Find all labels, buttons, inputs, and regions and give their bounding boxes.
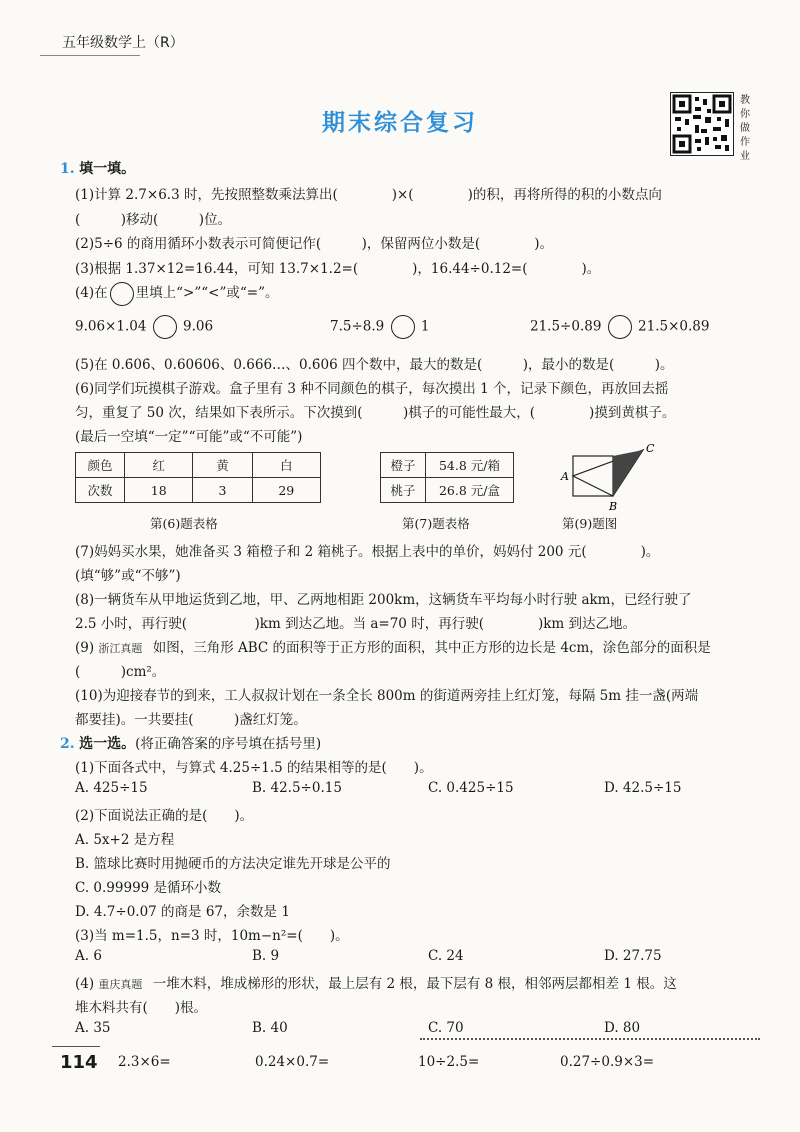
table-row <box>76 453 321 478</box>
section2-number: 2. <box>60 736 75 752</box>
s1-q3: (3)根据 1.37×12=16.44，可知 13.7×1.2=( )，16.44÷0.12=( )。 <box>75 261 601 277</box>
page-title: 期末综合复习 <box>322 110 478 136</box>
section1-title: 填一填。 <box>79 161 136 177</box>
s1-q6-line3: (最后一空填“一定”“可能”或“不可能”) <box>75 429 303 445</box>
s1-q9-line1 <box>75 636 711 656</box>
s1-q4-item-2-left: 7.5÷8.9 <box>330 318 385 335</box>
s1-q4-item-3-left: 21.5÷0.89 <box>530 318 602 335</box>
table-cell: 26.8 元/盒 <box>426 478 514 503</box>
s2-q4-option-b[interactable]: B. 40 <box>252 1020 288 1036</box>
table-q6 <box>75 452 321 503</box>
table-row <box>381 453 514 478</box>
s1-q9-line2: ( )cm²。 <box>75 664 166 680</box>
table-cell: 白 <box>252 453 320 478</box>
figure-label-a: A <box>561 470 569 483</box>
section2-title: 选一选。 <box>79 736 136 752</box>
s1-q4-item-2 <box>330 315 429 339</box>
s1-q4-prefix: (4)在 <box>75 285 108 301</box>
table-row <box>76 478 321 503</box>
footer-exercise-2: 0.24×0.7= <box>255 1054 330 1070</box>
s1-q8-line2: 2.5 小时，再行驶( )km 到达乙地。当 a=70 时，再行驶( )km 到达乙地。 <box>75 616 636 632</box>
s1-q4-prompt <box>75 281 278 306</box>
source-tag: 重庆真题 <box>98 978 143 991</box>
s1-q4-item-1-right: 9.06 <box>183 318 214 335</box>
s1-q7-line1: (7)妈妈买水果，她准备买 3 箱橙子和 2 箱桃子。根据上表中的单价，妈妈付 200 元( )。 <box>75 544 660 560</box>
s2-q4-option-d[interactable]: D. 80 <box>604 1020 641 1036</box>
s2-q1-option-b[interactable]: B. 42.5÷0.15 <box>252 780 342 796</box>
s1-q4-item-3-right: 21.5×0.89 <box>638 318 710 335</box>
s2-q3: (3)当 m=1.5，n=3 时，10m−n²=( )。 <box>75 928 349 944</box>
s1-q1-line2: ( )移动( )位。 <box>75 212 232 228</box>
s1-q10-line2: 都要挂)。一共要挂( )盏红灯笼。 <box>75 712 307 728</box>
section1-heading <box>60 158 135 178</box>
s1-q8-line1: (8)一辆货车从甲地运货到乙地，甲、乙两地相距 200km，这辆货车平均每小时行驶 akm，已经行驶了 <box>75 592 692 608</box>
s1-q4-item-1 <box>75 315 213 339</box>
s2-q3-option-d[interactable]: D. 27.75 <box>604 948 662 964</box>
table-cell: 橙子 <box>381 453 426 478</box>
table-cell: 红 <box>125 453 193 478</box>
s2-q2-option-d[interactable]: D. 4.7÷0.07 的商是 67，余数是 1 <box>75 904 290 920</box>
s2-q3-option-b[interactable]: B. 9 <box>252 948 280 964</box>
s1-q9-number: (9) <box>75 640 95 656</box>
compare-circle-icon <box>110 282 134 306</box>
s2-q2: (2)下面说法正确的是( )。 <box>75 808 254 824</box>
qr-label: 教你做作业 <box>740 95 750 162</box>
figure-q9 <box>555 440 665 515</box>
table-cell: 黄 <box>193 453 252 478</box>
s2-q2-option-b[interactable]: B. 篮球比赛时用抛硬币的方法决定谁先开球是公平的 <box>75 856 391 872</box>
table-cell: 颜色 <box>76 453 125 478</box>
s1-q4-item-3 <box>530 315 709 339</box>
s2-q1: (1)下面各式中，与算式 4.25÷1.5 的结果相等的是( )。 <box>75 760 433 776</box>
figure-label-c: C <box>646 442 655 455</box>
table-q7 <box>380 452 514 503</box>
figure-q9-caption: 第(9)题图 <box>562 516 618 531</box>
answer-circle[interactable] <box>608 315 632 339</box>
s1-q6-line1: (6)同学们玩摸棋子游戏。盒子里有 3 种不同颜色的棋子，每次摸出 1 个，记录下颜色，再放回去摇 <box>75 381 669 397</box>
s1-q1-line1: (1)计算 2.7×6.3 时，先按照整数乘法算出( )×( )的积，再将所得的积的小数点向 <box>75 187 662 203</box>
s1-q4-item-1-left: 9.06×1.04 <box>75 318 147 335</box>
table-cell: 次数 <box>76 478 125 503</box>
table-row <box>381 478 514 503</box>
s2-q3-option-a[interactable]: A. 6 <box>75 948 102 964</box>
s1-q4-suffix: 里填上“>”“<”或“=”。 <box>135 285 279 301</box>
s2-q4-number: (4) <box>75 976 95 992</box>
s1-q4-item-2-right: 1 <box>420 318 430 335</box>
s2-q2-option-c[interactable]: C. 0.99999 是循环小数 <box>75 880 222 896</box>
page-number: 114 <box>60 1052 98 1073</box>
s2-q4-option-a[interactable]: A. 35 <box>75 1020 111 1036</box>
footer-exercise-3: 10÷2.5= <box>418 1054 480 1070</box>
table-cell: 桃子 <box>381 478 426 503</box>
s2-q1-option-d[interactable]: D. 42.5÷15 <box>604 780 682 796</box>
s2-q2-option-a[interactable]: A. 5x+2 是方程 <box>75 832 175 848</box>
s1-q2: (2)5÷6 的商用循环小数表示可简便记作( )，保留两位小数是( )。 <box>75 236 553 252</box>
footer-exercise-4: 0.27÷0.9×3= <box>560 1054 655 1070</box>
s1-q10-line1: (10)为迎接春节的到来，工人叔叔计划在一条全长 800m 的街道两旁挂上红灯笼，每隔 5m 挂一盏(两端 <box>75 688 699 704</box>
book-header: 五年级数学上（R） <box>62 35 184 51</box>
footer-exercise-1: 2.3×6= <box>118 1054 171 1070</box>
section1-number: 1. <box>60 161 75 177</box>
s1-q7-line2: (填“够”或“不够”) <box>75 568 181 584</box>
table-q6-caption: 第(6)题表格 <box>150 516 218 531</box>
answer-circle[interactable] <box>391 315 415 339</box>
s2-q4-line2: 堆木料共有( )根。 <box>75 1000 208 1016</box>
answer-circle[interactable] <box>153 315 177 339</box>
source-tag: 浙江真题 <box>98 642 143 655</box>
s1-q6-line2: 匀，重复了 50 次，结果如下表所示。下次摸到( )棋子的可能性最大，( )摸到黄棋子。 <box>75 405 676 421</box>
s1-q5: (5)在 0.6̇06̇、0.60606、0.666…、0.6̇06 四个数中，最大的数是( )，最小的数是( )。 <box>75 357 674 373</box>
table-cell: 18 <box>125 478 193 503</box>
s2-q3-option-c[interactable]: C. 24 <box>428 948 464 964</box>
header-divider <box>40 55 140 56</box>
s2-q1-option-c[interactable]: C. 0.425÷15 <box>428 780 514 796</box>
s2-q1-option-a[interactable]: A. 425÷15 <box>75 780 148 796</box>
s2-q4-option-c[interactable]: C. 70 <box>428 1020 464 1036</box>
qr-code-icon[interactable] <box>670 92 734 156</box>
table-cell: 54.8 元/箱 <box>426 453 514 478</box>
footer-divider <box>420 1038 760 1040</box>
s2-q4-line1 <box>75 972 677 992</box>
s2-q4-text: 一堆木料，堆成梯形的形状，最上层有 2 根，最下层有 8 根，相邻两层都相差 1 根。这 <box>152 976 677 992</box>
table-q7-caption: 第(7)题表格 <box>402 516 470 531</box>
figure-label-b: B <box>609 500 618 513</box>
table-cell: 29 <box>252 478 320 503</box>
section2-heading <box>60 732 321 753</box>
table-cell: 3 <box>193 478 252 503</box>
s1-q9-text: 如图，三角形 ABC 的面积等于正方形的面积，其中正方形的边长是 4cm，涂色部分的面积是 <box>152 640 711 656</box>
page-number-rule <box>52 1046 100 1047</box>
section2-note: (将正确答案的序号填在括号里) <box>135 736 322 752</box>
